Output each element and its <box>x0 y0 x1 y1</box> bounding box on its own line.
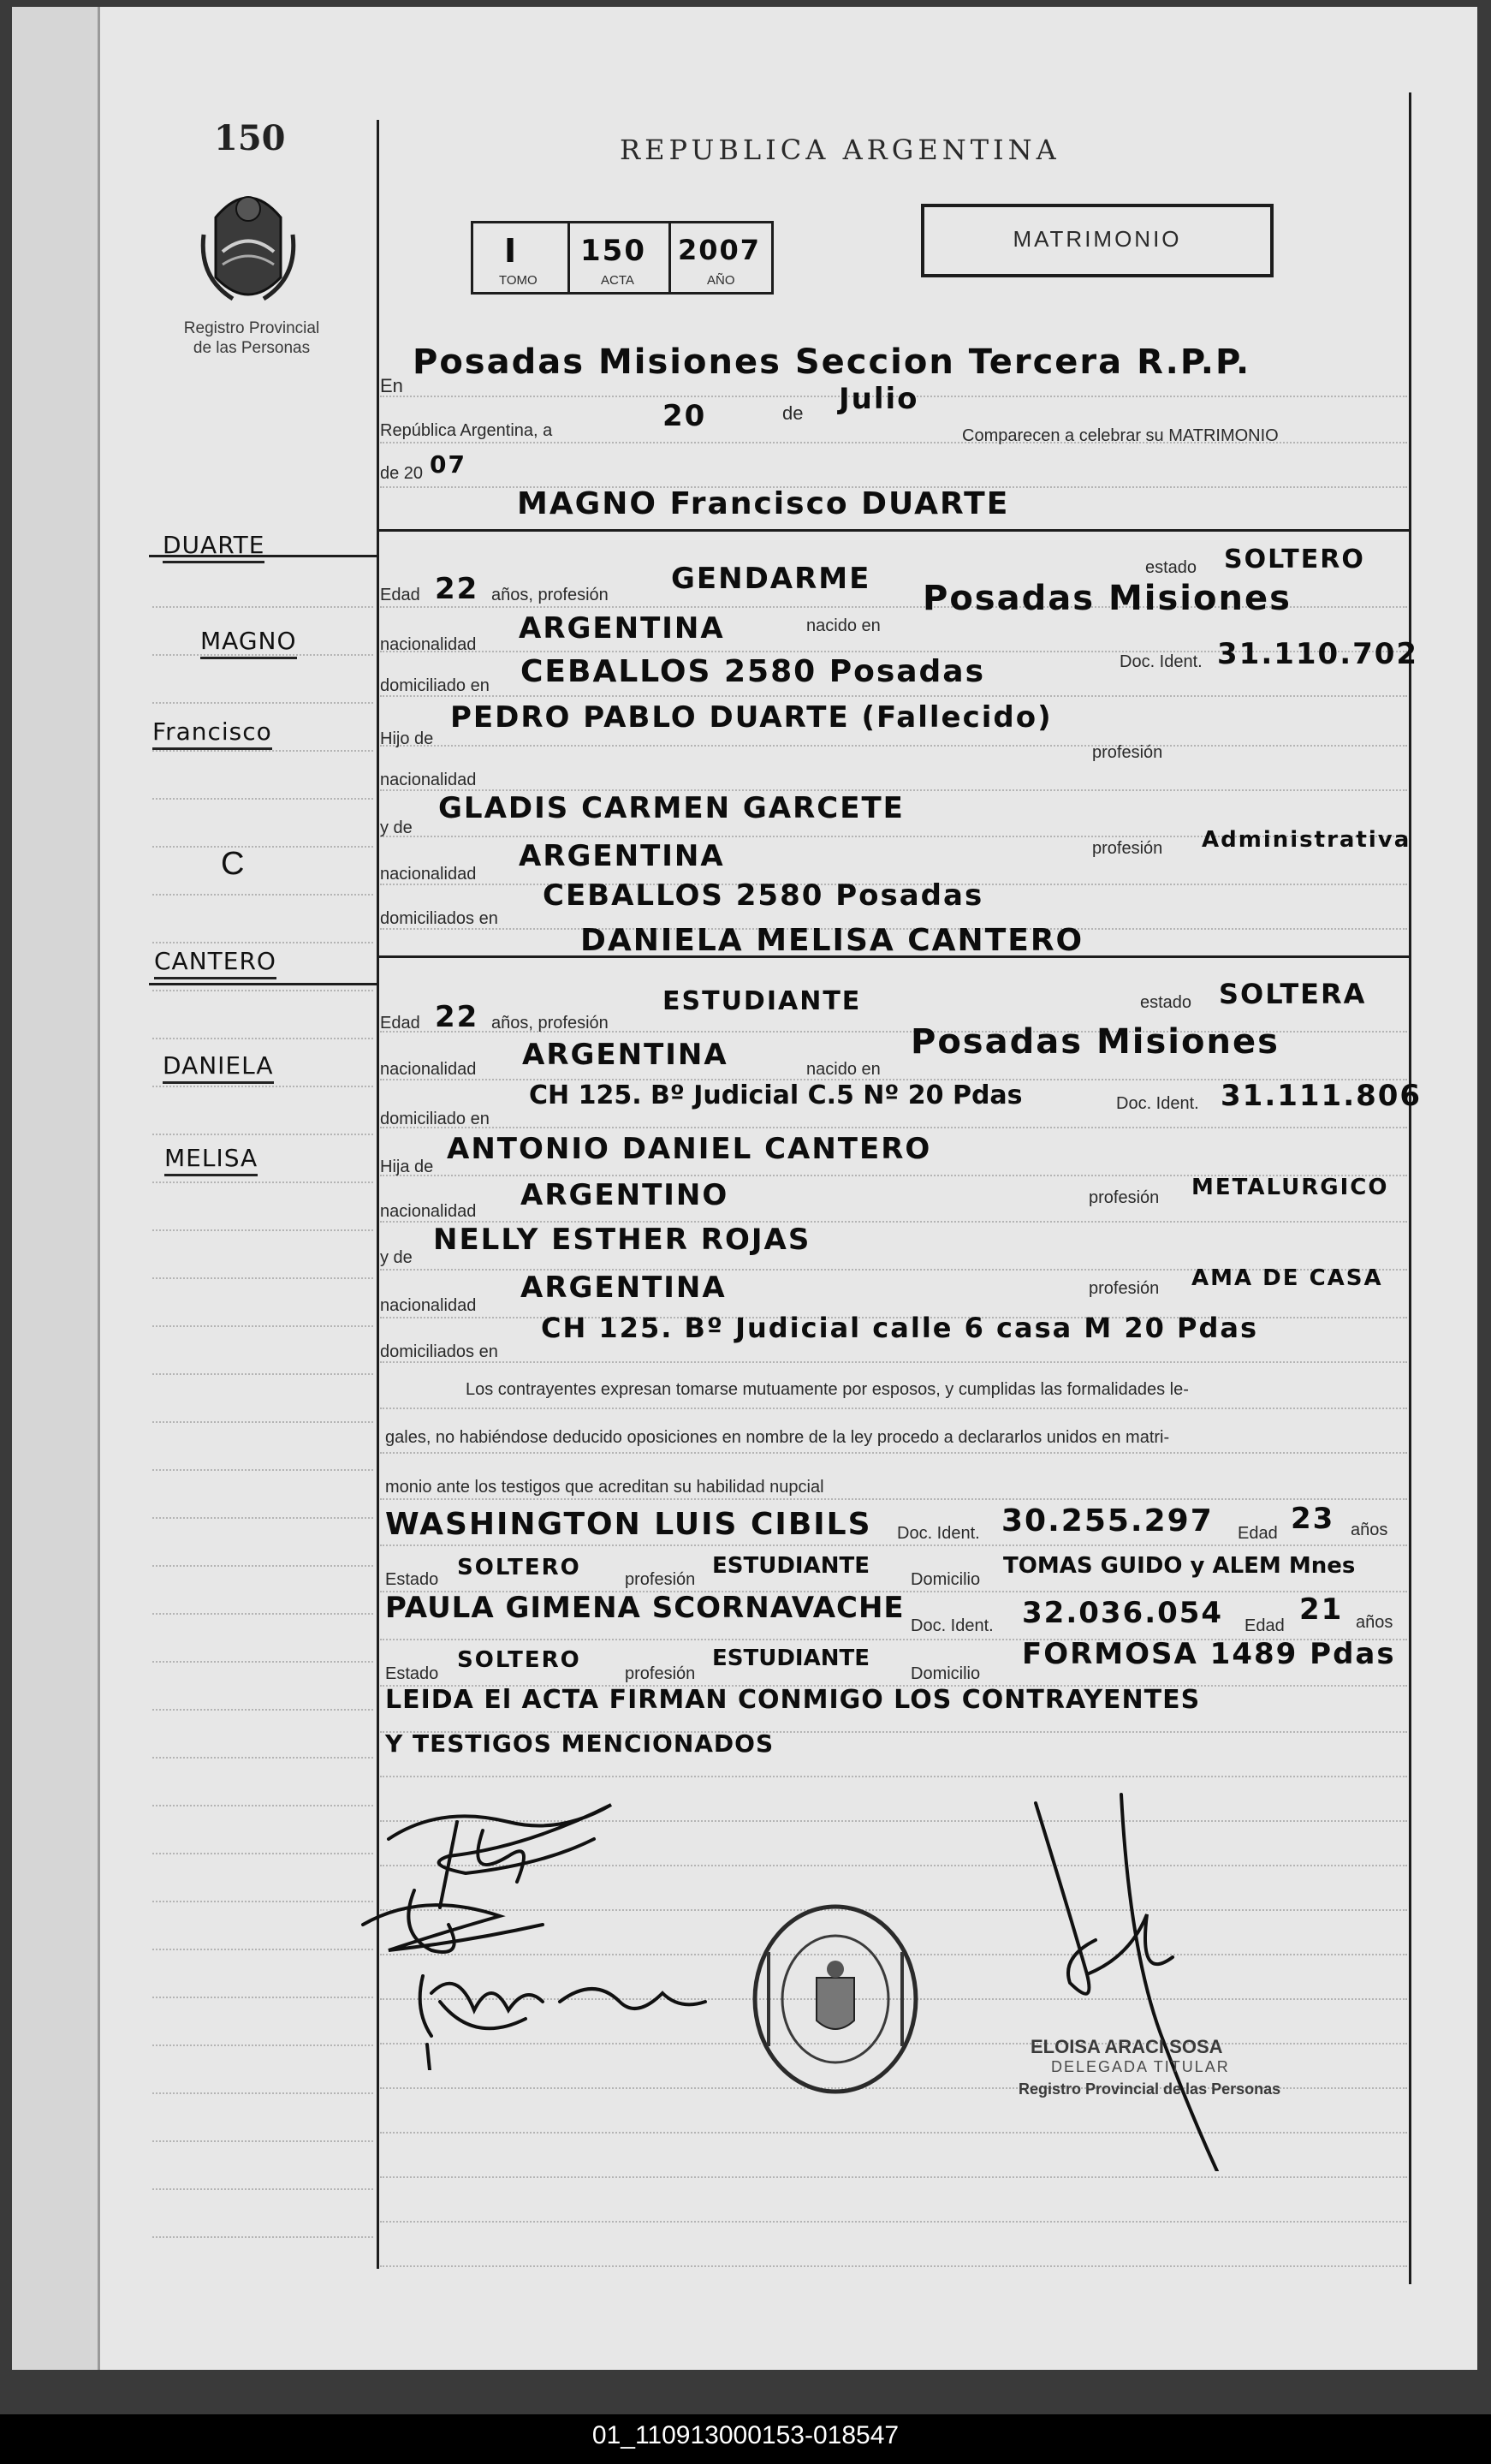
margin-ruled-line <box>152 1325 373 1327</box>
groom-doc-label: Doc. Ident. <box>1120 652 1203 671</box>
declaration-line-1: Los contrayentes expresan tomarse mutuamente por esposos, y cumplidas las formalidades le- <box>466 1380 1189 1399</box>
margin-ruled-line <box>152 1517 373 1519</box>
bride-doc: 31.111.806 <box>1221 1079 1423 1113</box>
page-number: 150 <box>214 118 286 158</box>
bride-estado-label: estado <box>1140 993 1192 1012</box>
margin-name-melisa: MELISA <box>164 1144 258 1176</box>
tomo-value: I <box>504 232 519 270</box>
officer-name: ELOISA ARACI SOSA <box>1031 2036 1223 2057</box>
bride-nacido: Posadas Misiones <box>911 1022 1280 1062</box>
bride-estado: SOLTERA <box>1219 978 1367 1010</box>
margin-ruled-line <box>152 846 373 848</box>
witness1-anos-label: años <box>1351 1521 1388 1539</box>
groom-profesion-label: años, profesión <box>491 586 609 604</box>
ruled-line <box>380 1127 1407 1128</box>
place-value: Posadas Misiones Seccion Tercera R.P.P. <box>413 342 1251 382</box>
closing-line-2: Y TESTIGOS MENCIONADOS <box>385 1729 775 1758</box>
bride-nacionalidad-label: nacionalidad <box>380 1060 477 1079</box>
ano-cell <box>671 223 771 292</box>
witness1-doc-label: Doc. Ident. <box>897 1524 980 1543</box>
margin-ruled-line <box>152 1181 373 1183</box>
year-prefix: de 20 <box>380 464 424 483</box>
ruled-line <box>380 1408 1407 1409</box>
officer-office: Registro Provincial de las Personas <box>1019 2080 1281 2098</box>
document-id: 01_110913000153-018547 <box>591 2421 900 2449</box>
margin-ruled-line <box>152 1469 373 1471</box>
margin-ruled-line <box>152 1134 373 1135</box>
groom-nacionalidad-label: nacionalidad <box>380 635 477 654</box>
bride-madre-nac-label: nacionalidad <box>380 1296 477 1315</box>
margin-initial-c: C <box>221 846 245 882</box>
witness2-estado: SOLTERO <box>457 1647 581 1673</box>
declaration-line-3: monio ante los testigos que acreditan su habilidad nupcial <box>385 1478 824 1497</box>
de-label: de <box>782 402 804 424</box>
official-seal-stamp <box>750 1901 921 2098</box>
groom-estado-label: estado <box>1145 558 1197 577</box>
month-value: Julio <box>839 382 919 416</box>
bride-profesion: ESTUDIANTE <box>662 986 862 1016</box>
right-frame-line <box>1409 92 1411 2284</box>
acta-cell <box>570 223 671 292</box>
groom-padres-dom-label: domiciliados en <box>380 909 498 928</box>
ruled-line <box>380 1544 1407 1546</box>
margin-ruled-line <box>152 990 373 991</box>
groom-madre-prof-label: profesión <box>1092 839 1163 858</box>
ruled-line <box>380 2176 1407 2178</box>
groom-nacido: Posadas Misiones <box>923 579 1292 618</box>
witness1-estado-label: Estado <box>385 1570 439 1589</box>
margin-ruled-line <box>152 1086 373 1087</box>
coat-of-arms-icon <box>199 183 298 312</box>
bride-hija-label: Hija de <box>380 1158 434 1176</box>
margin-ruled-line <box>152 1229 373 1231</box>
declaration-line-2: gales, no habiéndose deducido oposiciones en nombre de la ley procedo a declararlos unidos en matri- <box>385 1428 1170 1447</box>
margin-ruled-line <box>152 1565 373 1567</box>
groom-estado: SOLTERO <box>1224 545 1365 574</box>
margin-ruled-line <box>152 1277 373 1279</box>
document-id-bar <box>0 2414 1491 2464</box>
closing-line-1: LEIDA El ACTA FIRMAN CONMIGO LOS CONTRAYENTES <box>385 1685 1201 1715</box>
witness1-dom: TOMAS GUIDO y ALEM Mnes <box>1003 1553 1356 1579</box>
margin-ruled-line <box>152 606 373 608</box>
ano-value: 2007 <box>678 234 762 266</box>
bride-edad: 22 <box>435 1000 479 1034</box>
groom-hijo-label: Hijo de <box>380 729 434 748</box>
acta-value: 150 <box>580 234 646 268</box>
day-value: 20 <box>662 399 707 433</box>
ruled-line <box>380 1361 1407 1363</box>
act-type-label: MATRIMONIO <box>1013 226 1182 252</box>
groom-edad-label: Edad <box>380 586 420 604</box>
margin-ruled-line <box>152 750 373 752</box>
comparecen-text: Comparecen a celebrar su MATRIMONIO <box>962 426 1279 445</box>
bride-padre-nac-label: nacionalidad <box>380 1202 477 1221</box>
bride-madre-nac: ARGENTINA <box>520 1271 727 1305</box>
margin-ruled-line <box>152 942 373 943</box>
bride-nacido-label: nacido en <box>806 1060 881 1079</box>
margin-ruled-line <box>152 798 373 800</box>
witness1-name: WASHINGTON LUIS CIBILS <box>385 1507 872 1542</box>
witness2-estado-label: Estado <box>385 1664 439 1683</box>
margin-ruled-line <box>152 1421 373 1423</box>
groom-profesion: GENDARME <box>671 562 871 596</box>
ano-label: AÑO <box>707 273 735 288</box>
margin-surname-groom: DUARTE <box>163 531 264 563</box>
bride-padre-prof: METALURGICO <box>1191 1175 1389 1200</box>
margin-name-francisco: Francisco <box>152 717 272 750</box>
witness2-prof: ESTUDIANTE <box>712 1646 870 1671</box>
groom-nacido-label: nacido en <box>806 616 881 635</box>
margin-ruled-line <box>152 1038 373 1039</box>
ruled-line <box>380 2132 1407 2134</box>
acta-label: ACTA <box>601 273 634 288</box>
ruled-line <box>380 2265 1407 2267</box>
margin-ruled-line <box>152 2092 373 2094</box>
bride-full-name: DANIELA MELISA CANTERO <box>580 923 1084 958</box>
ruled-line <box>380 745 1407 747</box>
ruled-line <box>380 695 1407 697</box>
margin-ruled-line <box>152 1373 373 1375</box>
ruled-line <box>380 1498 1407 1500</box>
witness2-doc: 32.036.054 <box>1022 1596 1224 1630</box>
tomo-label: TOMO <box>499 273 538 288</box>
witness1-prof-label: profesión <box>625 1570 696 1589</box>
bride-madre-label: y de <box>380 1248 413 1267</box>
groom-domicilio-label: domiciliado en <box>380 676 490 695</box>
witness1-estado: SOLTERO <box>457 1555 581 1580</box>
groom-full-name: MAGNO Francisco DUARTE <box>517 486 1010 521</box>
witness2-dom-label: Domicilio <box>911 1664 981 1683</box>
bride-padre-nac: ARGENTINO <box>520 1178 729 1212</box>
groom-madre-nac: ARGENTINA <box>519 839 725 873</box>
margin-name-magno: MAGNO <box>200 627 297 659</box>
margin-surname-bride: CANTERO <box>154 947 276 979</box>
groom-section-divider <box>377 529 1409 532</box>
groom-madre-label: y de <box>380 818 413 837</box>
registry-label: Registro Provincial de las Personas <box>183 319 320 357</box>
groom-padres-dom: CEBALLOS 2580 Posadas <box>543 878 984 913</box>
bride-padre: ANTONIO DANIEL CANTERO <box>447 1132 932 1166</box>
groom-doc: 31.110.702 <box>1217 637 1419 671</box>
officer-title: DELEGADA TITULAR <box>1051 2058 1230 2075</box>
act-type-box <box>921 204 1274 277</box>
witness1-dom-label: Domicilio <box>911 1570 981 1589</box>
bride-madre-prof: AMA DE CASA <box>1191 1265 1383 1291</box>
margin-ruled-line <box>152 1613 373 1615</box>
witness1-prof: ESTUDIANTE <box>712 1553 870 1579</box>
groom-madre: GLADIS CARMEN GARCETE <box>438 791 905 825</box>
ruled-line <box>380 2221 1407 2223</box>
bride-padres-dom: CH 125. Bº Judicial calle 6 casa M 20 Pdas <box>541 1312 1259 1344</box>
margin-ruled-line <box>152 2236 373 2238</box>
margin-name-daniela: DANIELA <box>163 1051 274 1084</box>
groom-padre-nac-label: nacionalidad <box>380 771 477 789</box>
year-suffix: 07 <box>430 450 466 479</box>
country-title: REPUBLICA ARGENTINA <box>620 134 1060 166</box>
book-spine-edge <box>12 7 100 2370</box>
contrayentes-signatures <box>337 1788 731 2070</box>
witness2-edad-label: Edad <box>1244 1616 1285 1635</box>
groom-edad: 22 <box>435 572 479 606</box>
margin-ruled-line <box>152 2188 373 2190</box>
margin-ruled-line <box>152 1709 373 1711</box>
bride-domicilio: CH 125. Bº Judicial C.5 Nº 20 Pdas <box>529 1080 1023 1110</box>
tomo-cell <box>473 223 570 292</box>
groom-padre: PEDRO PABLO DUARTE (Fallecido) <box>450 700 1053 735</box>
bride-edad-label: Edad <box>380 1014 420 1033</box>
officer-signature <box>1019 1786 1241 2171</box>
groom-madre-prof: Administrativa <box>1202 827 1411 853</box>
bride-padre-prof-label: profesión <box>1089 1188 1160 1207</box>
groom-domicilio: CEBALLOS 2580 Posadas <box>520 654 986 689</box>
witness1-doc: 30.255.297 <box>1001 1503 1214 1539</box>
margin-ruled-line <box>152 894 373 896</box>
margin-divider-bride <box>149 983 377 985</box>
witness2-prof-label: profesión <box>625 1664 696 1683</box>
bride-madre-prof-label: profesión <box>1089 1279 1160 1298</box>
bride-madre: NELLY ESTHER ROJAS <box>433 1223 811 1257</box>
margin-ruled-line <box>152 702 373 704</box>
margin-ruled-line <box>152 2140 373 2142</box>
en-label: En <box>380 375 403 396</box>
republica-label: República Argentina, a <box>380 421 553 440</box>
witness2-name: PAULA GIMENA SCORNAVACHE <box>385 1591 905 1625</box>
bride-doc-label: Doc. Ident. <box>1116 1094 1199 1113</box>
witness1-edad: 23 <box>1291 1502 1335 1536</box>
witness2-edad: 21 <box>1299 1592 1344 1627</box>
groom-nacionalidad: ARGENTINA <box>519 611 725 646</box>
bride-domicilio-label: domiciliado en <box>380 1110 490 1128</box>
bride-padres-dom-label: domiciliados en <box>380 1342 498 1361</box>
groom-padre-prof-label: profesión <box>1092 743 1163 762</box>
bride-profesion-label: años, profesión <box>491 1014 609 1033</box>
witness2-anos-label: años <box>1356 1613 1393 1632</box>
margin-ruled-line <box>152 1757 373 1759</box>
ruled-line <box>380 1776 1407 1777</box>
act-number-box <box>471 221 774 295</box>
witness2-doc-label: Doc. Ident. <box>911 1616 994 1635</box>
witness1-edad-label: Edad <box>1238 1524 1278 1543</box>
ruled-line <box>380 1452 1407 1454</box>
groom-madre-nac-label: nacionalidad <box>380 865 477 884</box>
margin-ruled-line <box>152 1661 373 1663</box>
register-page <box>12 7 1477 2370</box>
bride-nacionalidad: ARGENTINA <box>522 1038 728 1072</box>
witness2-dom: FORMOSA 1489 Pdas <box>1022 1637 1396 1671</box>
